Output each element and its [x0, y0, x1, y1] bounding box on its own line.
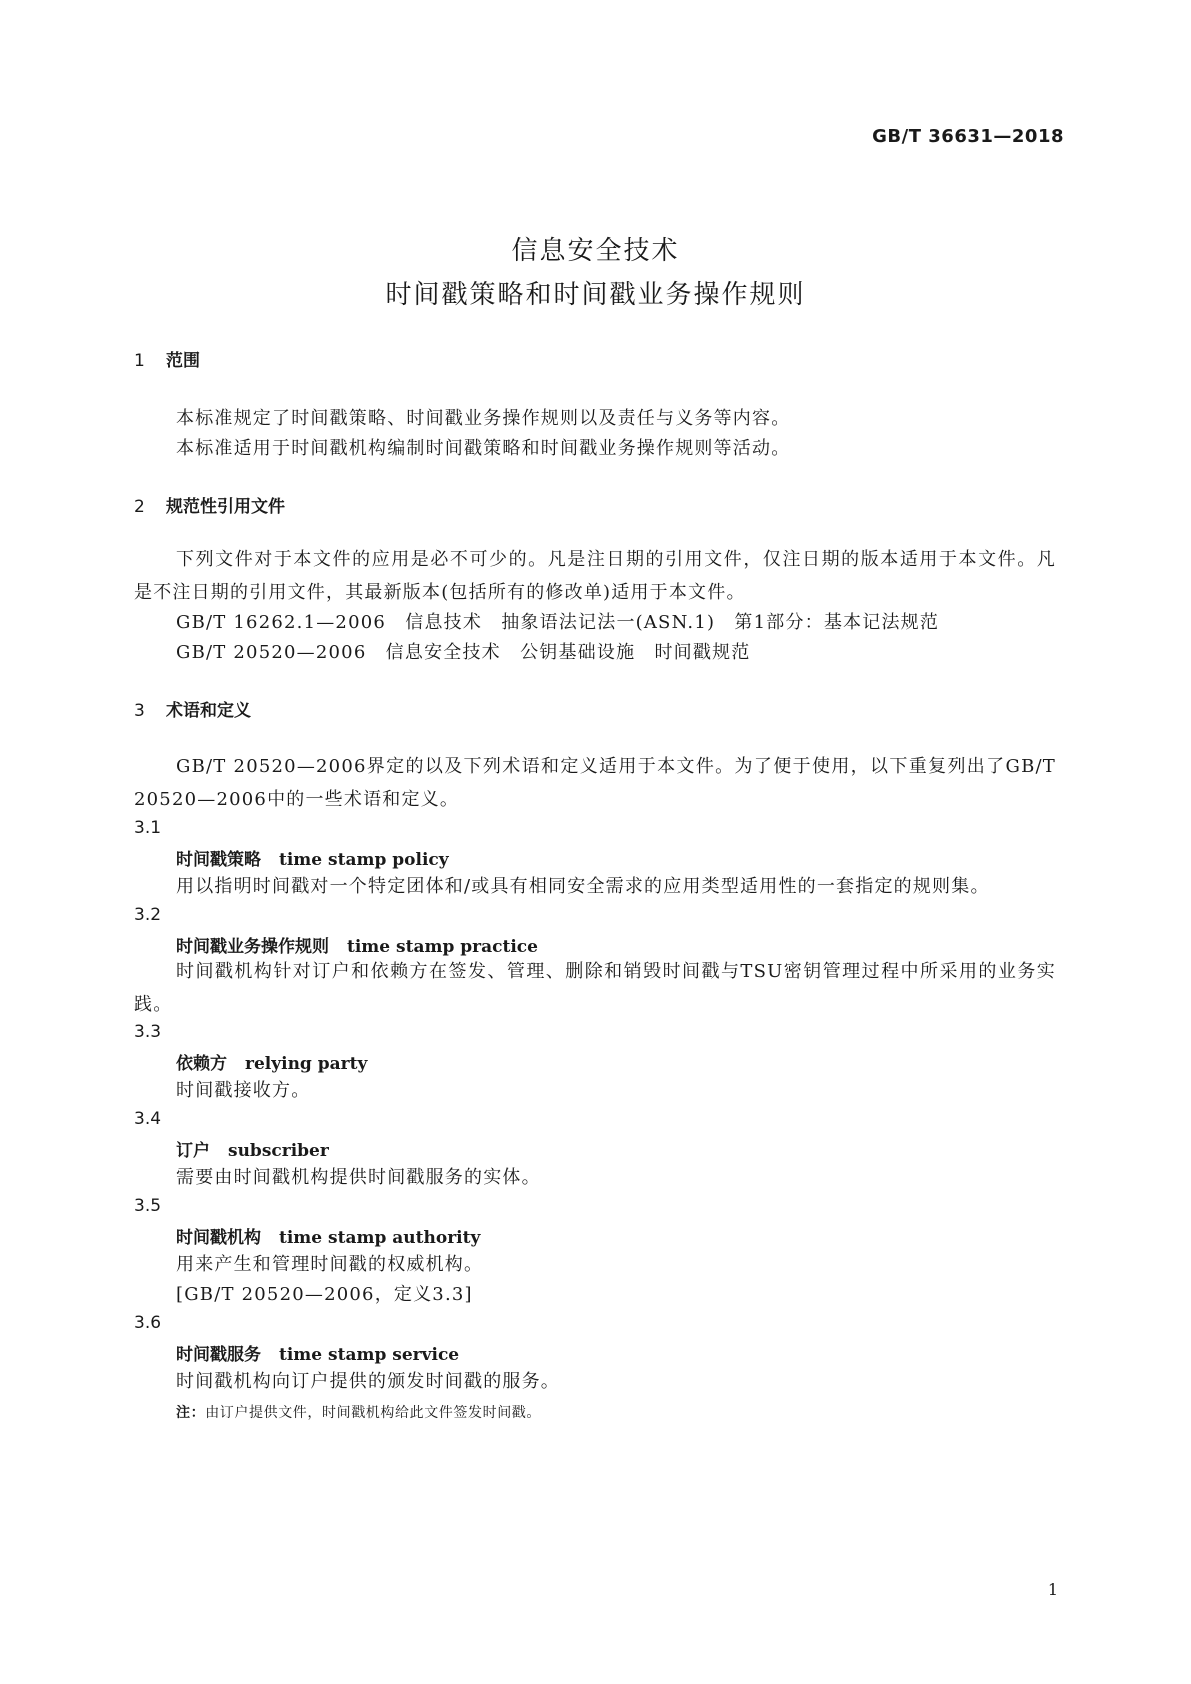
term-definition: 时间戳机构向订户提供的颁发时间戳的服务。: [176, 1371, 560, 1392]
standard-code: GB/T 36631—2018: [872, 126, 1064, 147]
term-number: 3.1: [134, 818, 162, 838]
section-3-heading: [134, 696, 251, 721]
term-name: [176, 1136, 329, 1161]
terms-intro: GB/T 20520—2006界定的以及下列术语和定义适用于本文件。为了便于使用，以下重复列出了GB/T 20520—2006中的一些术语和定义。: [134, 756, 1056, 810]
section-title: 术语和定义: [166, 701, 251, 721]
term-note: [176, 1402, 541, 1422]
section-number: 3: [134, 701, 145, 721]
term-definition: 用来产生和管理时间戳的权威机构。: [176, 1254, 484, 1275]
term-number: 3.5: [134, 1196, 162, 1216]
doc-title-line2: 时间戳策略和时间戳业务操作规则: [385, 280, 806, 310]
section-title: 规范性引用文件: [166, 497, 285, 517]
normative-refs-intro: 下列文件对于本文件的应用是必不可少的。凡是注日期的引用文件，仅注日期的版本适用于本文件。凡是不注日期的引用文件，其最新版本(包括所有的修改单)适用于本文件。: [134, 549, 1056, 603]
term-name-en: time stamp practice: [347, 937, 538, 957]
doc-title-line1: 信息安全技术: [511, 236, 680, 266]
term-name: [176, 932, 538, 957]
term-definition: 需要由时间戳机构提供时间戳服务的实体。: [176, 1167, 541, 1188]
term-number: 3.3: [134, 1022, 162, 1042]
term-name-en: subscriber: [228, 1141, 329, 1161]
term-name-zh: 时间戳策略: [176, 850, 261, 870]
scope-paragraph-1: 本标准规定了时间戳策略、时间戳业务操作规则以及责任与义务等内容。: [176, 408, 791, 429]
term-name: [176, 1223, 480, 1248]
reference-item-2: GB/T 20520—2006 信息安全技术 公钥基础设施 时间戳规范: [176, 642, 751, 663]
term-definition: 时间戳接收方。: [176, 1080, 311, 1101]
term-name-en: time stamp service: [279, 1345, 460, 1365]
term-number: 3.4: [134, 1109, 162, 1129]
term-name: [176, 1049, 367, 1074]
section-number: 1: [134, 351, 145, 371]
note-text: 由订户提供文件，时间戳机构给此文件签发时间戳。: [205, 1405, 542, 1421]
term-name: [176, 845, 449, 870]
term-name-zh: 依赖方: [176, 1054, 227, 1074]
term-definition: 时间戳机构针对订户和依赖方在签发、管理、删除和销毁时间戳与TSU密钥管理过程中所采用的业务实践。: [134, 961, 1056, 1015]
term-name-en: relying party: [245, 1054, 368, 1074]
page-number: 1: [1047, 1580, 1058, 1599]
section-title: 范围: [166, 351, 200, 371]
section-2-heading: [134, 492, 285, 517]
term-name-en: time stamp authority: [279, 1228, 481, 1248]
term-definition: 用以指明时间戳对一个特定团体和/或具有相同安全需求的应用类型适用性的一套指定的规则集。: [176, 876, 990, 897]
term-name: [176, 1340, 459, 1365]
term-name-zh: 时间戳业务操作规则: [176, 937, 329, 957]
scope-paragraph-2: 本标准适用于时间戳机构编制时间戳策略和时间戳业务操作规则等活动。: [176, 438, 791, 459]
term-name-zh: 时间戳服务: [176, 1345, 261, 1365]
note-label: 注：: [176, 1405, 206, 1421]
term-number: 3.6: [134, 1313, 162, 1333]
term-name-zh: 时间戳机构: [176, 1228, 261, 1248]
reference-item-1: GB/T 16262.1—2006 信息技术 抽象语法记法一(ASN.1) 第1部分：基本记法规范: [176, 612, 940, 633]
term-name-zh: 订户: [176, 1141, 210, 1161]
term-source: [GB/T 20520—2006，定义3.3]: [176, 1284, 473, 1305]
term-name-en: time stamp policy: [279, 850, 449, 870]
term-number: 3.2: [134, 905, 162, 925]
section-number: 2: [134, 497, 145, 517]
section-1-heading: [134, 346, 200, 371]
